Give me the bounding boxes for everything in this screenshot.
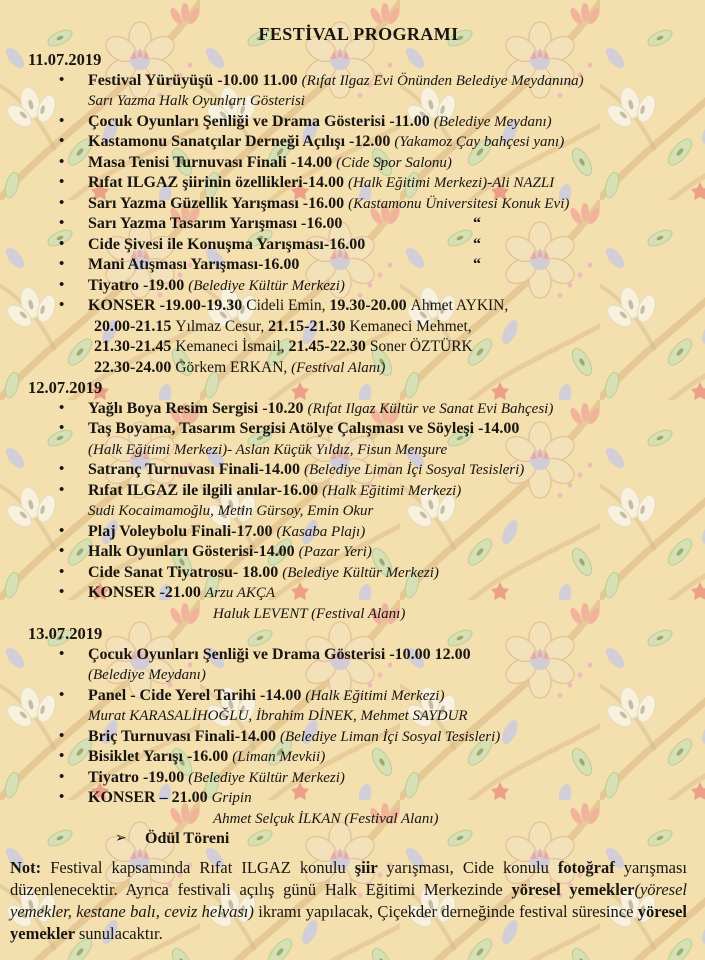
program-line	[28, 399, 689, 420]
program-line	[28, 481, 689, 502]
text-run: (Rıfat Ilgaz Evi Önünden Belediye Meydanına)	[301, 72, 584, 89]
text-run: Sarı Yazma Güzellik Yarışması -16.00	[88, 194, 349, 212]
text-run: şiir	[354, 857, 387, 877]
text-run: yöresel yemekler	[10, 901, 687, 943]
bullet-icon: •	[59, 235, 65, 252]
program-line	[28, 768, 689, 789]
text-run: Haluk LEVENT (Festival Alanı)	[213, 605, 406, 622]
text-run: Yağlı Boya Resim Sergisi -10.20	[88, 399, 308, 417]
text-run: Briç Turnuvası Finali-14.00	[88, 727, 281, 745]
program-line	[28, 255, 689, 276]
text-run: KONSER -21.00	[88, 584, 205, 601]
program-line	[28, 276, 689, 297]
text-run: (Kastamonu Üniversitesi Konuk Evi)	[348, 195, 570, 212]
bullet-icon: •	[59, 584, 65, 600]
program-line	[28, 235, 689, 256]
text-run: Kastamonu Sanatçılar Derneği Açılışı -12.00	[88, 133, 395, 150]
text-run: (Cide Spor Salonu)	[336, 154, 452, 171]
text-run: KONSER -19.00-19.30	[88, 297, 247, 314]
bullet-icon: •	[59, 215, 65, 231]
text-run: Plaj Voleybolu Finali-17.00	[88, 522, 277, 540]
bullet-icon: •	[59, 748, 65, 764]
text-run: Cideli Emin,	[246, 297, 330, 314]
text-run: ikramı yapılacak, Çiçekder derneğinde festival süresince	[258, 901, 638, 921]
program-line	[28, 337, 689, 358]
program-line	[28, 419, 689, 440]
text-run: Kemaneci İsmail,	[175, 338, 289, 355]
text-run: (Halk Eğitimi Merkezi)	[322, 482, 462, 499]
bullet-icon: •	[59, 686, 65, 703]
program-line	[28, 194, 689, 215]
bullet-icon: •	[59, 481, 65, 498]
bullet-icon: •	[59, 522, 65, 539]
text-run: Ödül Töreni	[145, 830, 230, 847]
text-run: Çocuk Oyunları Şenliği ve Drama Gösterisi -11.00	[88, 112, 434, 130]
program-line	[28, 112, 689, 133]
text-run: fotoğraf	[557, 857, 624, 877]
text-run: Bisiklet Yarışı -16.00	[88, 748, 233, 765]
program-line	[28, 501, 689, 522]
text-run: 21.30-21.45	[94, 338, 176, 355]
text-run: Çocuk Oyunları Şenliği ve Drama Gösterisi -10.00 12.00	[88, 645, 471, 663]
text-run: sunulacaktır.	[78, 923, 163, 943]
program-line	[28, 132, 689, 153]
text-run: 22.30-24.00	[94, 358, 176, 376]
bullet-icon: •	[59, 276, 65, 293]
program-line	[28, 563, 689, 584]
bullet-icon: •	[59, 399, 65, 416]
text-run: (Halk Eğitimi Merkezi)	[305, 687, 445, 704]
program-line	[28, 358, 689, 379]
text-run: Festival Yürüyüşü -10.00 11.00	[88, 71, 302, 89]
program-section	[28, 378, 689, 624]
text-run: Rıfat ILGAZ ile ilgili anılar-16.00	[88, 481, 323, 499]
bullet-icon: •	[59, 297, 65, 313]
program-line	[28, 440, 689, 461]
text-run: Festival kapsamında Rıfat ILGAZ konulu	[50, 857, 355, 877]
text-run: Ahmet AYKIN,	[410, 297, 509, 314]
text-run: (Belediye Kültür Merkezi)	[188, 769, 345, 786]
text-run: (Belediye Liman İçi Sosyal Tesisleri)	[280, 728, 501, 745]
program-line	[28, 91, 689, 112]
program-line	[28, 296, 689, 317]
program-line	[28, 829, 689, 850]
text-run: (Festival Alanı)	[291, 359, 386, 376]
program-line	[28, 522, 689, 543]
text-run: yöresel yemekler	[511, 879, 635, 899]
ditto-mark: “	[473, 256, 481, 273]
bullet-icon: •	[59, 768, 65, 785]
section-date: 11.07.2019	[28, 50, 102, 69]
text-run: 21.15-21.30	[268, 317, 350, 335]
program-line	[28, 727, 689, 748]
bullet-icon: •	[59, 563, 65, 580]
bullet-icon: •	[59, 727, 65, 744]
program-section	[28, 50, 689, 378]
bullet-icon: •	[59, 461, 65, 477]
bullet-icon: •	[59, 71, 65, 88]
text-run: Panel - Cide Yerel Tarihi -14.00	[88, 686, 306, 704]
text-run: Kemaneci Mehmet,	[349, 317, 472, 335]
text-run: 21.45-22.30	[288, 338, 370, 355]
text-run: Satranç Turnuvası Finali-14.00	[88, 461, 305, 478]
text-run: (yöresel yemekler, kestane balı, ceviz helvası)	[10, 879, 687, 921]
text-run: Rıfat ILGAZ şiirinin özellikleri-14.00	[88, 174, 348, 191]
text-run: Sudi Kocaimamoğlu, Metin Gürsoy, Emin Okur	[88, 503, 374, 519]
text-run: (Belediye Meydanı)	[433, 113, 552, 130]
program-line	[28, 665, 689, 686]
text-run: Ahmet Selçuk İLKAN (Festival Alanı)	[213, 810, 439, 827]
bullet-icon: •	[59, 645, 65, 662]
bullet-icon: •	[59, 789, 65, 805]
text-run: Not:	[10, 857, 51, 877]
program-line	[28, 645, 689, 666]
bullet-icon: •	[59, 194, 65, 211]
program-line	[28, 542, 689, 563]
text-run: (Liman Mevkii)	[232, 749, 326, 765]
text-run: yarışması, Cide konulu	[386, 857, 558, 877]
program-line	[28, 686, 689, 707]
text-run: Tiyatro -19.00	[88, 768, 189, 786]
text-run: (Belediye Liman İçi Sosyal Tesisleri)	[304, 462, 525, 478]
program-line	[28, 706, 689, 727]
text-run: Sarı Yazma Tasarım Yarışması -16.00	[88, 215, 343, 232]
bullet-icon: •	[59, 256, 65, 272]
text-run: Arzu AKÇA	[204, 585, 276, 601]
text-run: (Belediye Kültür Merkezi)	[188, 277, 345, 294]
bullet-icon: •	[59, 543, 65, 559]
note-paragraph	[10, 857, 689, 945]
program-line	[28, 460, 689, 481]
text-run: (Kasaba Plajı)	[276, 523, 366, 540]
text-run: yarışması düzenlenecektir. Ayrıca festivali açılış günü Halk Eğitimi Merkezinde	[10, 857, 688, 899]
program-line	[28, 788, 689, 809]
program-list	[28, 50, 689, 850]
text-run: Murat KARASALİHOĞLU, İbrahim DİNEK, Mehmet SAYDUR	[88, 708, 468, 724]
text-run: Gripin	[211, 790, 252, 806]
text-run: Tiyatro -19.00	[88, 276, 189, 294]
text-run: Taş Boyama, Tasarım Sergisi Atölye Çalışması ve Söyleşi -14.00	[88, 420, 520, 437]
text-run: Soner ÖZTÜRK	[369, 338, 473, 355]
program-line	[28, 71, 689, 92]
text-run: Yılmaz Cesur,	[175, 317, 269, 335]
text-run: KONSER – 21.00	[88, 789, 212, 806]
text-run: Cide Şivesi ile Konuşma Yarışması-16.00	[88, 235, 366, 253]
bullet-icon: •	[59, 420, 65, 436]
text-run: (Rıfat Ilgaz Kültür ve Sanat Evi Bahçesi)	[307, 400, 554, 417]
text-run: 19.30-20.00	[329, 297, 411, 314]
text-run: Mani Atışması Yarışması-16.00	[88, 256, 300, 273]
page-title: FESTİVAL PROGRAMI	[258, 24, 459, 44]
text-run: (Halk Eğitimi Merkezi)- Aslan Küçük Yıldız, Fisun Menşure	[88, 441, 448, 458]
ditto-mark: “	[473, 215, 481, 232]
program-line	[28, 173, 689, 194]
program-line	[28, 317, 689, 338]
bullet-icon: •	[59, 112, 65, 129]
program-line	[28, 153, 689, 174]
program-line	[28, 214, 689, 235]
text-run: (Yakamoz Çay bahçesi yanı)	[394, 134, 565, 150]
text-run: Sarı Yazma Halk Oyunları Gösterisi	[88, 93, 305, 109]
section-date: 13.07.2019	[28, 624, 103, 643]
bullet-icon: •	[59, 153, 65, 170]
text-run: 20.00-21.15	[94, 317, 176, 335]
arrow-bullet-icon: ➢	[115, 831, 127, 846]
text-run: Halk Oyunları Gösterisi-14.00	[88, 543, 299, 560]
program-line	[28, 604, 689, 625]
program-line	[28, 583, 689, 604]
program-section	[28, 624, 689, 850]
bullet-icon: •	[59, 133, 65, 149]
section-date: 12.07.2019	[28, 378, 103, 397]
text-run: (Pazar Yeri)	[298, 544, 372, 560]
text-run: (Belediye Kültür Merkezi)	[282, 564, 439, 581]
ditto-mark: “	[473, 235, 481, 253]
text-run: (Halk Eğitimi Merkezi)-Ali NAZLI	[348, 175, 555, 191]
program-line	[28, 747, 689, 768]
text-run: (Belediye Meydanı)	[88, 667, 206, 683]
text-run: Cide Sanat Tiyatrosu- 18.00	[88, 563, 283, 581]
text-run: Görkem ERKAN,	[175, 358, 292, 376]
program-line	[28, 809, 689, 830]
text-run: Masa Tenisi Turnuvası Finali -14.00	[88, 153, 337, 171]
bullet-icon: •	[59, 174, 65, 190]
